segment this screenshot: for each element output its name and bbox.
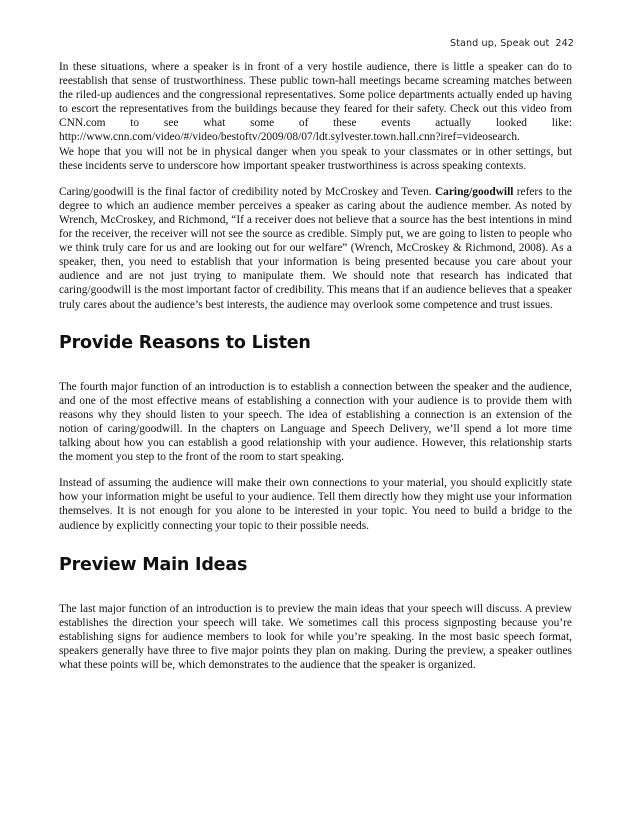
body-text: [59, 60, 572, 684]
paragraph-text: refers to the degree to which an audience member perceives a speaker as caring about the audience member. As noted by Wrench, McCroskey, and Richmond, “If a receiver does not believe that a source has the best intentions in mind for the receiver, the receiver will not see the source as credible. Simply put, we are going to listen to people who we think truly care for us and are looking out for our welfare” (Wrench, McCroskey & Richmond, 2008). As a speaker, then, you need to establish that your information is being presented because you care about your audience and are not just trying to manipulate them. We should note that research has indicated that caring/goodwill is the most important factor of credibility. This means that if an audience believes that a speaker truly cares about the audience’s best interests, the audience may overlook some competence and trust issues.: [59, 185, 572, 311]
paragraph-hostile-audience: [59, 60, 572, 173]
bold-term: Caring/goodwill: [434, 185, 514, 198]
paragraph-text: We hope that you will not be in physical danger when you speak to your classmates or in other settings, but these incidents serve to underscore how important speaker trustworthiness is across speaking contexts.: [59, 145, 572, 172]
header-title: Stand up, Speak out: [449, 38, 550, 49]
paragraph-explicit-connection: Instead of assuming the audience will make their own connections to your material, you should explicitly state how your information might be useful to your audience. Tell them directly how they might use your information themselves. It is not enough for you alone to be interested in your topic. You need to build a bridge to the audience by explicitly connecting your topic to their possible needs.: [59, 477, 572, 532]
cnn-video-link[interactable]: http://www.cnn.com/video/#/video/bestoftv/2009/08/07/ldt.sylvester.town.hall.cnn?iref=videosearch.: [59, 131, 520, 144]
paragraph-text: Caring/goodwill is the final factor of credibility noted by McCroskey and Teven.: [59, 185, 432, 198]
page-number: 242: [555, 38, 574, 49]
running-header: [450, 38, 574, 49]
paragraph-caring-goodwill: [59, 185, 572, 312]
section-heading-reasons: Provide Reasons to Listen: [59, 332, 311, 353]
paragraph-fourth-function: The fourth major function of an introduction is to establish a connection between the speaker and the audience, and one of the most effective means of establishing a connection with your audience is to provide them with reasons why they should listen to your speech. The idea of establishing a connection is an extension of the notion of caring/goodwill. In the chapters on Language and Speech Delivery, we’ll spend a lot more time talking about how you can establish a good relationship with your audience. However, this relationship starts the moment you step to the front of the room to start speaking.: [59, 380, 572, 464]
paragraph-preview: The last major function of an introduction is to preview the main ideas that your speech will discuss. A preview establishes the direction your speech will take. We sometimes call this process signposting because you’re establishing signs for audience members to look for while you’re speaking. In the most basic speech format, speakers generally have three to five major points they plan on making. During the preview, a speaker outlines what these points will be, which demonstrates to the audience that the speaker is organized.: [59, 602, 572, 672]
paragraph-text: In these situations, where a speaker is in front of a very hostile audience, there is little a speaker can do to reestablish that sense of trustworthiness. These public town-hall meetings became screaming matches between the riled-up audiences and the congressional representatives. Some police departments actually ended up having to escort the representatives from the buildings because they feared for their safety. Check out this video from CNN.com to see what some of these events actually looked like:: [59, 61, 572, 130]
section-heading-preview: Preview Main Ideas: [59, 554, 248, 575]
